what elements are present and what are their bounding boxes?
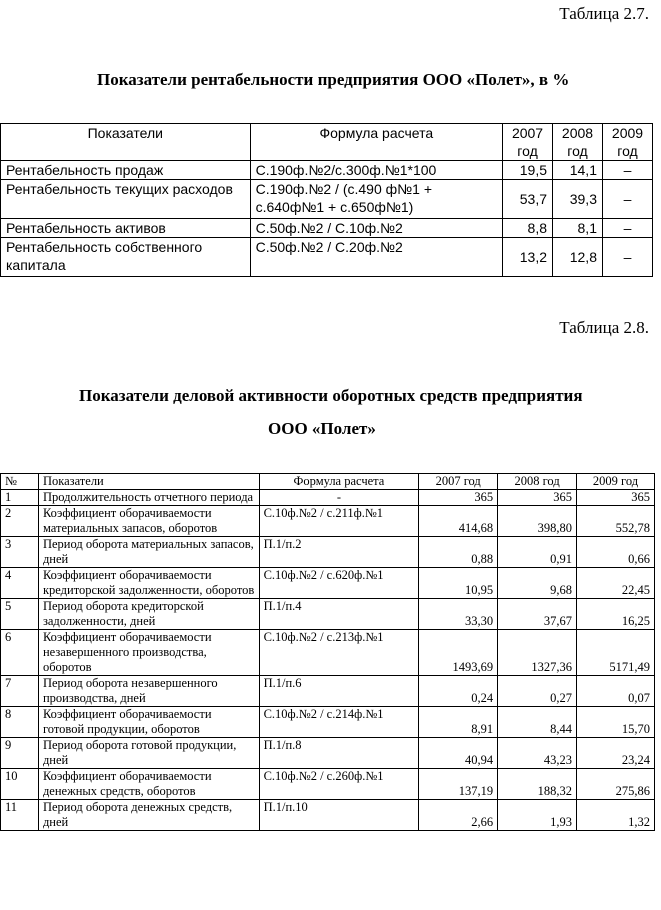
- formula: С.10ф.№2 / с.620ф.№1: [259, 568, 419, 599]
- value-2009: 22,45: [577, 568, 655, 599]
- value-2009: 16,25: [577, 599, 655, 630]
- table2-header-formula: Формула расчета: [259, 474, 419, 490]
- row-number: 7: [1, 676, 39, 707]
- value-2007: 1493,69: [419, 630, 498, 676]
- table2-caption: Таблица 2.8.: [559, 318, 649, 337]
- table1-row: [1, 161, 653, 180]
- indicator-name: Период оборота готовой продукции, дней: [38, 738, 259, 769]
- indicator-name: Рентабельность собственного капитала: [1, 238, 251, 277]
- table2-row: [1, 707, 655, 738]
- value-2009: 275,86: [577, 769, 655, 800]
- value-2007: 13,2: [503, 238, 553, 277]
- value-2007: 8,91: [419, 707, 498, 738]
- indicator-name: Период оборота кредиторской задолженности, дней: [38, 599, 259, 630]
- value-2007: 137,19: [419, 769, 498, 800]
- formula: П.1/п.10: [259, 800, 419, 831]
- table2-title-line2: ООО «Полет»: [268, 419, 376, 438]
- value-2008: 0,27: [498, 676, 577, 707]
- table2-row: [1, 599, 655, 630]
- value-2008: 14,1: [553, 161, 603, 180]
- table2-header-2009: 2009 год: [577, 474, 655, 490]
- table1-header-2009: 2009 год: [602, 124, 652, 161]
- table1-row: [1, 238, 653, 277]
- value-2007: 33,30: [419, 599, 498, 630]
- formula: С.190ф.№2 / (с.490 ф№1 + с.640ф№1 + с.650ф№1): [250, 180, 502, 219]
- formula: С.10ф.№2 / с.213ф.№1: [259, 630, 419, 676]
- formula: П.1/п.2: [259, 537, 419, 568]
- table2-header-indicators: Показатели: [38, 474, 259, 490]
- value-2007: 0,24: [419, 676, 498, 707]
- value-2007: 414,68: [419, 506, 498, 537]
- table2-row: [1, 769, 655, 800]
- table2-row: [1, 506, 655, 537]
- row-number: 10: [1, 769, 39, 800]
- row-number: 2: [1, 506, 39, 537]
- table1-title: Показатели рентабельности предприятия ООО «Полет», в %: [97, 70, 570, 89]
- value-2009: 1,32: [577, 800, 655, 831]
- table2-header-2007: 2007 год: [419, 474, 498, 490]
- indicator-name: Продолжительность отчетного периода: [38, 490, 259, 506]
- indicator-name: Коэффициент оборачиваемости незавершенного производства, оборотов: [38, 630, 259, 676]
- table2-header-2008: 2008 год: [498, 474, 577, 490]
- formula: С.50ф.№2 / С.20ф.№2: [250, 238, 502, 277]
- row-number: 9: [1, 738, 39, 769]
- value-2008: 1,93: [498, 800, 577, 831]
- formula: С.10ф.№2 / с.211ф.№1: [259, 506, 419, 537]
- value-2007: 0,88: [419, 537, 498, 568]
- value-2008: 9,68: [498, 568, 577, 599]
- table2-row: [1, 800, 655, 831]
- table2-row: [1, 490, 655, 506]
- row-number: 1: [1, 490, 39, 506]
- indicator-name: Коэффициент оборачиваемости кредиторской задолженности, оборотов: [38, 568, 259, 599]
- table1-header-row: [1, 124, 653, 161]
- value-2007: 10,95: [419, 568, 498, 599]
- indicator-name: Период оборота материальных запасов, дней: [38, 537, 259, 568]
- table1-header-formula: Формула расчета: [250, 124, 502, 161]
- table1-row: [1, 219, 653, 238]
- indicator-name: Период оборота денежных средств, дней: [38, 800, 259, 831]
- indicator-name: Рентабельность текущих расходов: [1, 180, 251, 219]
- value-2009: –: [602, 180, 652, 219]
- value-2008: 12,8: [553, 238, 603, 277]
- indicator-name: Коэффициент оборачиваемости готовой продукции, оборотов: [38, 707, 259, 738]
- indicator-name: Период оборота незавершенного производства, дней: [38, 676, 259, 707]
- value-2009: –: [602, 238, 652, 277]
- value-2007: 365: [419, 490, 498, 506]
- table2-row: [1, 568, 655, 599]
- indicator-name: Коэффициент оборачиваемости денежных средств, оборотов: [38, 769, 259, 800]
- row-number: 5: [1, 599, 39, 630]
- value-2009: –: [602, 161, 652, 180]
- table2-row: [1, 738, 655, 769]
- row-number: 8: [1, 707, 39, 738]
- value-2008: 8,44: [498, 707, 577, 738]
- indicator-name: Коэффициент оборачиваемости материальных запасов, оборотов: [38, 506, 259, 537]
- table2-row: [1, 537, 655, 568]
- formula: С.10ф.№2 / с.260ф.№1: [259, 769, 419, 800]
- activity-table: [0, 473, 655, 831]
- value-2008: 365: [498, 490, 577, 506]
- table2-row: [1, 630, 655, 676]
- formula: -: [259, 490, 419, 506]
- table2-header-number: №: [1, 474, 39, 490]
- formula: С.190ф.№2/с.300ф.№1*100: [250, 161, 502, 180]
- value-2007: 19,5: [503, 161, 553, 180]
- value-2008: 0,91: [498, 537, 577, 568]
- formula: П.1/п.6: [259, 676, 419, 707]
- row-number: 11: [1, 800, 39, 831]
- table2-header-row: [1, 474, 655, 490]
- value-2008: 398,80: [498, 506, 577, 537]
- row-number: 3: [1, 537, 39, 568]
- table1-header-2008: 2008 год: [553, 124, 603, 161]
- value-2008: 8,1: [553, 219, 603, 238]
- table1-caption: Таблица 2.7.: [559, 4, 649, 23]
- value-2008: 43,23: [498, 738, 577, 769]
- value-2009: 5171,49: [577, 630, 655, 676]
- profitability-table: [0, 123, 653, 277]
- formula: С.10ф.№2 / с.214ф.№1: [259, 707, 419, 738]
- table1-header-indicators: Показатели: [1, 124, 251, 161]
- value-2009: –: [602, 219, 652, 238]
- value-2009: 15,70: [577, 707, 655, 738]
- value-2008: 39,3: [553, 180, 603, 219]
- row-number: 6: [1, 630, 39, 676]
- value-2007: 40,94: [419, 738, 498, 769]
- table1-row: [1, 180, 653, 219]
- value-2009: 552,78: [577, 506, 655, 537]
- table2-row: [1, 676, 655, 707]
- value-2007: 8,8: [503, 219, 553, 238]
- formula: П.1/п.8: [259, 738, 419, 769]
- value-2008: 1327,36: [498, 630, 577, 676]
- value-2007: 53,7: [503, 180, 553, 219]
- value-2007: 2,66: [419, 800, 498, 831]
- value-2009: 23,24: [577, 738, 655, 769]
- table1-header-2007: 2007 год: [503, 124, 553, 161]
- indicator-name: Рентабельность активов: [1, 219, 251, 238]
- formula: С.50ф.№2 / С.10ф.№2: [250, 219, 502, 238]
- formula: П.1/п.4: [259, 599, 419, 630]
- value-2009: 0,66: [577, 537, 655, 568]
- indicator-name: Рентабельность продаж: [1, 161, 251, 180]
- value-2008: 37,67: [498, 599, 577, 630]
- value-2008: 188,32: [498, 769, 577, 800]
- row-number: 4: [1, 568, 39, 599]
- table2-title-line1: Показатели деловой активности оборотных средств предприятия: [79, 386, 583, 405]
- value-2009: 0,07: [577, 676, 655, 707]
- value-2009: 365: [577, 490, 655, 506]
